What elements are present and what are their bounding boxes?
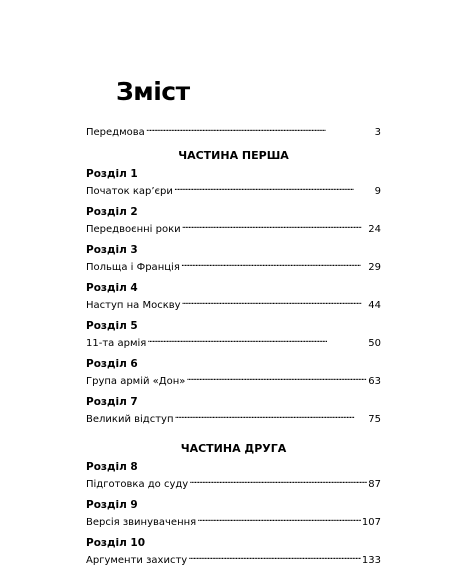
toc-entry-page: 44: [368, 300, 381, 311]
dot-leader: [197, 512, 361, 525]
dot-leader: [146, 122, 374, 135]
chapter-block-9: [86, 499, 381, 529]
chapter-number: Розділ 2: [86, 206, 138, 218]
chapter-block-6: [86, 358, 381, 388]
chapter-number: Розділ 10: [86, 537, 146, 549]
toc-entry-label: 11-та армія: [86, 338, 147, 349]
toc-entry-label: Аргументи захисту: [86, 555, 188, 566]
table-of-contents: [86, 78, 381, 567]
chapter-block-3: [86, 244, 381, 274]
chapter-block-10: [86, 537, 381, 567]
chapter-block-1: [86, 168, 381, 198]
toc-entry-label: Підготовка до суду: [86, 479, 189, 490]
toc-entry-label: Наступ на Москву: [86, 300, 181, 311]
chapter-block-4: [86, 282, 381, 312]
chapter-number: Розділ 8: [86, 461, 138, 473]
dot-leader: [181, 257, 367, 270]
toc-entry-label: Група армій «Дон»: [86, 376, 186, 387]
toc-entry-label: Початок кар’єри: [86, 186, 173, 197]
toc-entry-page: 133: [361, 555, 381, 566]
part-heading-2: ЧАСТИНА ДРУГА: [180, 442, 287, 455]
chapter-number: Розділ 1: [86, 168, 138, 180]
chapter-number: Розділ 5: [86, 320, 138, 332]
toc-entry-label: Польща і Франція: [86, 262, 180, 273]
toc-entry-page: 3: [374, 127, 381, 138]
toc-entry[interactable]: [86, 257, 381, 274]
toc-entry-preface[interactable]: [86, 122, 381, 139]
dot-leader: [182, 219, 368, 232]
dot-leader: [174, 181, 374, 194]
toc-entry[interactable]: [86, 371, 381, 388]
toc-entry-label: Передмова: [86, 127, 145, 138]
toc-entry-label: Великий відступ: [86, 414, 174, 425]
toc-entry-page: 29: [368, 262, 381, 273]
spacer: [86, 106, 381, 122]
toc-entry[interactable]: [86, 409, 381, 426]
toc-entry-page: 9: [374, 186, 381, 197]
chapter-number: Розділ 3: [86, 244, 138, 256]
chapter-number: Розділ 7: [86, 396, 138, 408]
toc-entry-label: Версія звинувачення: [86, 517, 197, 528]
toc-entry-label: Передвоєнні роки: [86, 224, 181, 235]
page-title: Зміст: [116, 77, 190, 106]
toc-entry-page: 87: [368, 479, 381, 490]
chapter-block-7: [86, 396, 381, 426]
dot-leader: [175, 409, 368, 422]
toc-entry[interactable]: [86, 295, 381, 312]
toc-entry[interactable]: [86, 181, 381, 198]
toc-entry-page: 50: [368, 338, 381, 349]
chapter-number: Розділ 6: [86, 358, 138, 370]
dot-leader: [189, 474, 367, 487]
toc-entry-page: 63: [368, 376, 381, 387]
toc-entry[interactable]: [86, 333, 381, 350]
chapter-number: Розділ 4: [86, 282, 138, 294]
chapter-block-5: [86, 320, 381, 350]
toc-entry[interactable]: [86, 550, 381, 567]
part-heading-1: ЧАСТИНА ПЕРША: [178, 149, 289, 162]
toc-entry[interactable]: [86, 512, 381, 529]
toc-entry[interactable]: [86, 474, 381, 491]
toc-entry-page: 24: [368, 224, 381, 235]
dot-leader: [147, 333, 367, 346]
dot-leader: [186, 371, 367, 384]
toc-entry-page: 75: [368, 414, 381, 425]
chapter-block-2: [86, 206, 381, 236]
toc-entry-page: 107: [361, 517, 381, 528]
toc-entry[interactable]: [86, 219, 381, 236]
chapter-block-8: [86, 461, 381, 491]
dot-leader: [182, 295, 368, 308]
dot-leader: [188, 550, 361, 563]
chapter-number: Розділ 9: [86, 499, 138, 511]
